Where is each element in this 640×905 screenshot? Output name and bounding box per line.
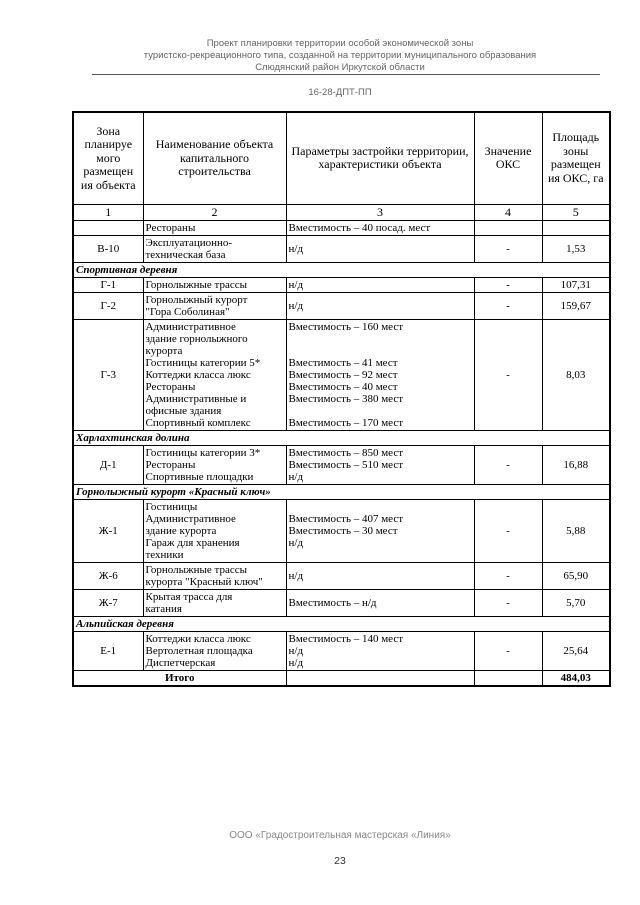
section-row — [73, 617, 610, 632]
table-row — [73, 500, 610, 563]
area-cell: 159,67 — [542, 293, 610, 320]
params-line: Вместимость – 510 мест — [288, 459, 404, 471]
name-line: Спортивные площадки — [145, 471, 254, 483]
col-number: 3 — [286, 204, 474, 221]
table-row — [73, 278, 610, 293]
name-line: Горнолыжный курорт — [145, 294, 248, 306]
oks-cell — [474, 221, 542, 236]
section-title: Харлахтинская долина — [73, 431, 610, 446]
area-cell: 16,88 — [542, 446, 610, 485]
table-row — [73, 446, 610, 485]
name-line: Административные и — [145, 393, 247, 405]
name-line: техническая база — [145, 249, 226, 261]
zone-cell: Ж-6 — [73, 563, 143, 590]
params-line — [289, 501, 472, 513]
total-oks-cell — [474, 671, 542, 687]
header-line-3: Слюдянский район Иркутской области — [255, 62, 425, 73]
name-cell — [143, 320, 286, 431]
name-line: Рестораны — [145, 381, 196, 393]
table-header-row — [73, 112, 610, 204]
area-cell: 8,03 — [542, 320, 610, 431]
col-number: 1 — [73, 204, 143, 221]
section-title: Альпийская деревня — [73, 617, 610, 632]
area-cell: 25,64 — [542, 632, 610, 671]
name-cell — [143, 293, 286, 320]
name-line: Коттеджи класса люкс — [145, 633, 251, 645]
header-line-2: туристско-рекреационного типа, созданной на территории муниципального образования — [143, 50, 537, 61]
name-line: курорта "Красный ключ" — [145, 576, 263, 588]
params-cell: н/д — [286, 563, 474, 590]
params-line — [289, 405, 472, 417]
table-row — [73, 221, 610, 236]
params-line: Вместимость – 407 мест — [288, 513, 404, 525]
params-line: Вместимость – 30 мест — [288, 525, 398, 537]
name-line: Горнолыжные трассы — [145, 564, 248, 576]
document-header — [60, 38, 620, 74]
name-line: Рестораны — [145, 459, 196, 471]
zone-cell: Ж-1 — [73, 500, 143, 563]
table-row — [73, 632, 610, 671]
name-line: Крытая трасса для — [145, 591, 233, 603]
name-line: Коттеджи класса люкс — [145, 369, 251, 381]
zone-cell: Д-1 — [73, 446, 143, 485]
name-cell: Рестораны — [143, 221, 286, 236]
section-row — [73, 485, 610, 500]
params-line: н/д — [288, 471, 304, 483]
document-code: 16-28-ДПТ-ПП — [308, 87, 372, 98]
area-cell: 107,31 — [542, 278, 610, 293]
table-row — [73, 293, 610, 320]
oks-cell: - — [474, 320, 542, 431]
params-line: н/д — [288, 645, 304, 657]
oks-cell: - — [474, 236, 542, 263]
params-line: Вместимость – 160 мест — [288, 321, 404, 333]
params-line: н/д — [288, 537, 304, 549]
name-line: здание курорта — [145, 525, 217, 537]
name-cell — [143, 632, 286, 671]
params-line — [289, 549, 472, 561]
zone-cell: Г-2 — [73, 293, 143, 320]
name-line: Административное — [145, 513, 236, 525]
params-line: Вместимость – 40 мест — [288, 381, 398, 393]
area-cell: 1,53 — [542, 236, 610, 263]
header-params: Параметры застройки территории, характеристики объекта — [286, 112, 474, 204]
area-cell — [542, 221, 610, 236]
params-cell: н/д — [286, 278, 474, 293]
params-line: Вместимость – 850 мест — [288, 447, 404, 459]
name-cell: Горнолыжные трассы — [143, 278, 286, 293]
oks-cell: - — [474, 500, 542, 563]
zone-cell: Ж-7 — [73, 590, 143, 617]
name-cell — [143, 590, 286, 617]
section-title: Горнолыжный курорт «Красный ключ» — [73, 485, 610, 500]
header-zone: Зона планируе мого размещен ия объекта — [73, 112, 143, 204]
params-line: н/д — [288, 657, 304, 669]
section-title: Спортивная деревня — [73, 263, 610, 278]
params-cell: Вместимость – 40 посад. мест — [286, 221, 474, 236]
name-line: Эксплуатационно- — [145, 237, 233, 249]
table-row — [73, 236, 610, 263]
name-line: Гостиницы категории 3* — [145, 447, 261, 459]
header-name: Наименование объекта капитального строительства — [143, 112, 286, 204]
oks-cell: - — [474, 632, 542, 671]
table-row — [73, 563, 610, 590]
params-line: Вместимость – 170 мест — [288, 417, 404, 429]
area-cell: 5,70 — [542, 590, 610, 617]
params-cell — [286, 632, 474, 671]
zone-cell: Е-1 — [73, 632, 143, 671]
name-cell — [143, 563, 286, 590]
zone-cell: В-10 — [73, 236, 143, 263]
oks-cell: - — [474, 293, 542, 320]
params-line: Вместимость – 92 мест — [288, 369, 398, 381]
params-line: Вместимость – 380 мест — [288, 393, 404, 405]
name-line: "Гора Соболиная" — [145, 306, 230, 318]
oks-table — [72, 111, 611, 687]
params-line — [289, 345, 472, 357]
page-number: 23 — [334, 855, 346, 867]
params-line: Вместимость – 41 мест — [288, 357, 398, 369]
section-row — [73, 263, 610, 278]
name-cell — [143, 500, 286, 563]
oks-cell: - — [474, 446, 542, 485]
name-line: офисные здания — [145, 405, 222, 417]
name-line: Диспетчерская — [145, 657, 216, 669]
zone-cell: Г-3 — [73, 320, 143, 431]
area-cell: 5,88 — [542, 500, 610, 563]
name-cell — [143, 236, 286, 263]
name-line: Гараж для хранения — [145, 537, 240, 549]
name-line: здание горнолыжного — [145, 333, 248, 345]
table-row — [73, 590, 610, 617]
header-divider — [92, 74, 600, 75]
zone-cell — [73, 221, 143, 236]
total-params-cell — [286, 671, 474, 687]
zone-cell: Г-1 — [73, 278, 143, 293]
table-row — [73, 320, 610, 431]
header-area: Площадь зоны размещен ия ОКС, га — [542, 112, 610, 204]
params-cell: н/д — [286, 293, 474, 320]
total-label: Итого — [73, 671, 286, 687]
col-number: 2 — [143, 204, 286, 221]
name-line: Гостиницы категории 5* — [145, 357, 261, 369]
name-line: техники — [145, 549, 184, 561]
header-oks: Значение ОКС — [474, 112, 542, 204]
params-cell — [286, 320, 474, 431]
params-line — [289, 333, 472, 345]
name-line: Спортивный комплекс — [145, 417, 251, 429]
params-cell: Вместимость – н/д — [286, 590, 474, 617]
name-line: Административное — [145, 321, 236, 333]
name-line: курорта — [145, 345, 183, 357]
name-line: катания — [145, 603, 182, 615]
oks-cell: - — [474, 563, 542, 590]
total-area: 484,03 — [542, 671, 610, 687]
col-number: 5 — [542, 204, 610, 221]
area-cell: 65,90 — [542, 563, 610, 590]
column-number-row — [73, 204, 610, 221]
params-cell — [286, 446, 474, 485]
header-line-1: Проект планировки территории особой экономической зоны — [206, 38, 474, 49]
params-cell — [286, 500, 474, 563]
col-number: 4 — [474, 204, 542, 221]
total-row — [73, 671, 610, 687]
footer-company: ООО «Градостроительная мастерская «Линия» — [229, 830, 451, 841]
params-line: Вместимость – 140 мест — [288, 633, 404, 645]
oks-cell: - — [474, 590, 542, 617]
name-line: Гостиницы — [145, 501, 198, 513]
oks-cell: - — [474, 278, 542, 293]
name-cell — [143, 446, 286, 485]
section-row — [73, 431, 610, 446]
name-line: Вертолетная площадка — [145, 645, 253, 657]
params-cell: н/д — [286, 236, 474, 263]
